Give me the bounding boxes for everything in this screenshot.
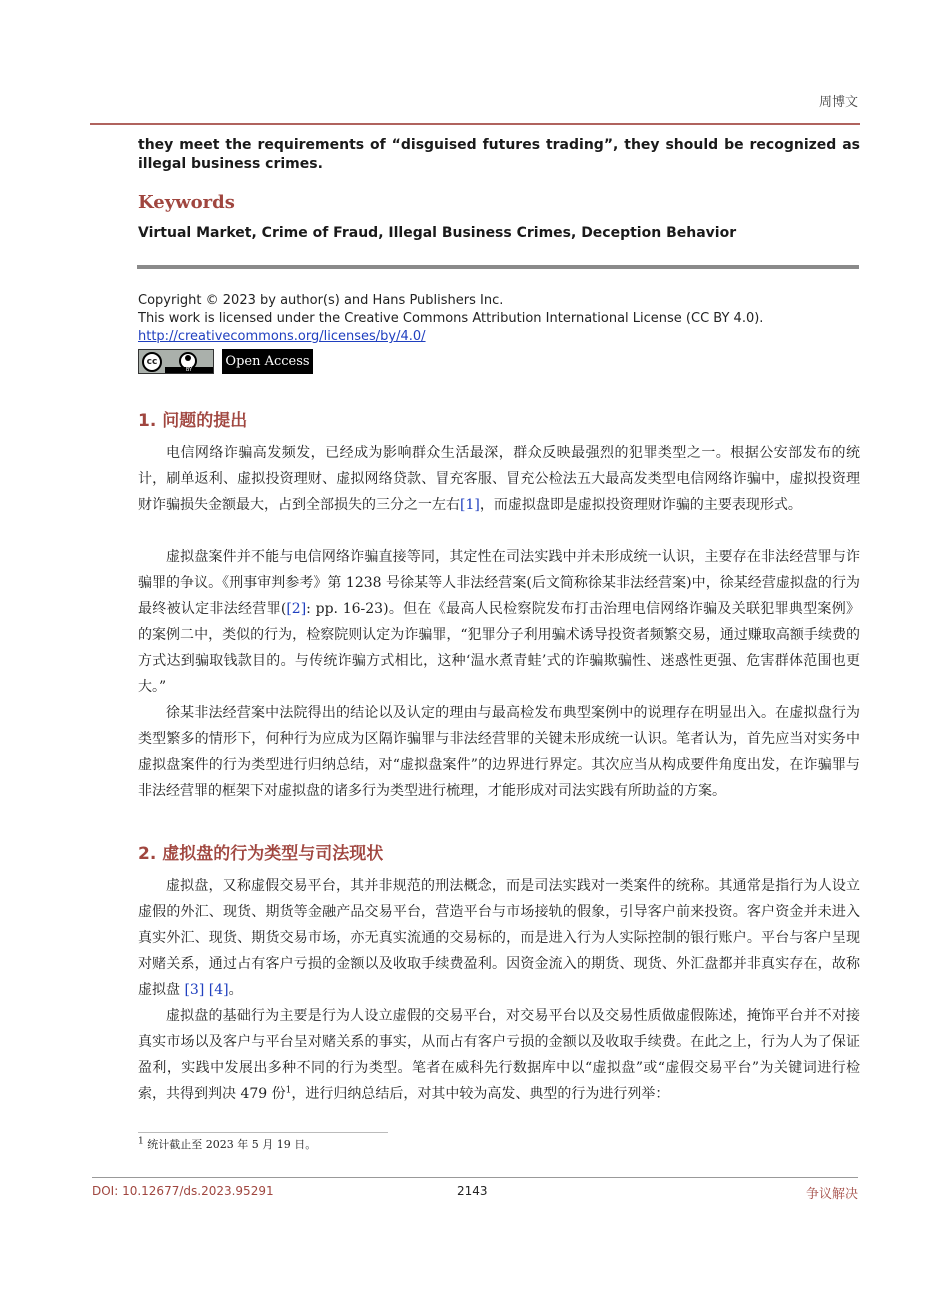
footnote-marker[interactable]: 1 (285, 1085, 292, 1096)
keywords-text: Virtual Market, Crime of Fraud, Illegal Business Crimes, Deception Behavior (138, 225, 737, 241)
by-label: BY (165, 367, 213, 373)
section-1-heading: 1. 问题的提出 (138, 411, 248, 431)
open-access-badge[interactable]: Open Access (222, 349, 313, 374)
section-1-paragraph-1: 电信网络诈骗高发频发，已经成为影响群众生活最深，群众反映最强烈的犯罪类型之一。根据公安部发布的统计，刷单返利、虚拟投资理财、虚拟网络贷款、冒充客服、冒充公检法五大最高发类型电信网络诈骗中，虚拟投资理财诈骗损失金额最大，占到全部损失的三分之一左右[1]，而虚拟盘即是虚拟投资理财诈骗的主要表现形式。 (138, 445, 860, 513)
section-2-paragraph-1: 虚拟盘，又称虚假交易平台，其并非规范的刑法概念，而是司法实践对一类案件的统称。其通常是指行为人设立虚假的外汇、现货、期货等金融产品交易平台，营造平台与市场接轨的假象，引导客户前来投资。客户资金并未进入真实外汇、现货、期货交易市场，亦无真实流通的交易标的，而是进入行为人实际控制的银行账户。平台与客户呈现对赌关系，通过占有客户亏损的金额以及收取手续费盈利。因资金流入的期货、现货、外汇盘都并非真实存在，故称虚拟盘 [3] [4]。 (138, 878, 860, 998)
copyright-line: Copyright © 2023 by author(s) and Hans Publishers Inc. (138, 293, 504, 308)
section-2-heading: 2. 虚拟盘的行为类型与司法现状 (138, 844, 384, 864)
citation-link[interactable]: [2] (286, 601, 307, 617)
section-2-paragraph-2: 虚拟盘的基础行为主要是行为人设立虚假的交易平台，对交易平台以及交易性质做虚假陈述，掩饰平台并不对接真实市场以及客户与平台呈对赌关系的事实，从而占有客户亏损的金额以及收取手续费。在此之上，行为人为了保证盈利，实践中发展出多种不同的行为类型。笔者在威科先行数据库中以“虚拟盘”或“虚假交易平台”为关键词进行检索，共得到判决 479 份$^1$，进行归纳总结后，对其中较为高发、典型的行为进行列举： (138, 1008, 860, 1102)
citation-link[interactable]: [3] [4] (184, 982, 229, 998)
abstract-tail: they meet the requirements of “disguised futures trading”, they should be recognized as illegal business crimes. (138, 137, 860, 172)
page-number: 2143 (457, 1184, 488, 1198)
header-author: 周博文 (818, 95, 858, 110)
cc-by-badge[interactable] (138, 349, 214, 374)
license-link[interactable]: http://creativecommons.org/licenses/by/4.0/ (138, 329, 426, 344)
citation-link[interactable]: [1] (460, 497, 480, 513)
keywords-heading: Keywords (138, 192, 235, 213)
keywords-divider (137, 265, 859, 269)
footnote: $^1$ 统计截止至 2023 年 5 月 19 日。 (138, 1136, 317, 1151)
journal-name: 争议解决 (805, 1187, 858, 1202)
copyright-block (138, 292, 763, 346)
footer-doi: DOI: 10.12677/ds.2023.95291 (92, 1184, 274, 1198)
footnote-divider (138, 1132, 388, 1133)
cc-icon: cc (142, 352, 162, 372)
footer-divider (92, 1177, 858, 1178)
license-line: This work is licensed under the Creative Commons Attribution International License (CC BY 4.0). (138, 311, 764, 326)
section-1-paragraph-2: 虚拟盘案件并不能与电信网络诈骗直接等同，其定性在司法实践中并未形成统一认识，主要存在非法经营罪与诈骗罪的争议。《刑事审判参考》第 1238 号徐某等人非法经营案(后文简称徐某非法经营案)中，徐某经营虚拟盘的行为最终被认定非法经营罪([2]: pp. 16-23)。但在《最高人民检察院发布打击治理电信网络诈骗及关联犯罪典型案例》的案例二中，类似的行为，检察院则认定为诈骗罪，“犯罪分子利用骗术诱导投资者频繁交易，通过赚取高额手续费的方式达到骗取钱款目的。与传统诈骗方式相比，这种‘温水煮青蛙’式的诈骗欺骗性、迷惑性更强、危害群体范围也更大。” (138, 549, 860, 695)
header-divider (90, 123, 860, 125)
section-1-paragraph-3: 徐某非法经营案中法院得出的结论以及认定的理由与最高检发布典型案例中的说理存在明显出入。在虚拟盘行为类型繁多的情形下，何种行为应成为区隔诈骗罪与非法经营罪的关键未形成统一认识。笔者认为，首先应当对实务中虚拟盘案件的行为类型进行归纳总结，对“虚拟盘案件”的边界进行界定。其次应当从构成要件角度出发，在诈骗罪与非法经营罪的框架下对虚拟盘的诸多行为类型进行梳理，才能形成对司法实践有所助益的方案。 (138, 705, 860, 799)
